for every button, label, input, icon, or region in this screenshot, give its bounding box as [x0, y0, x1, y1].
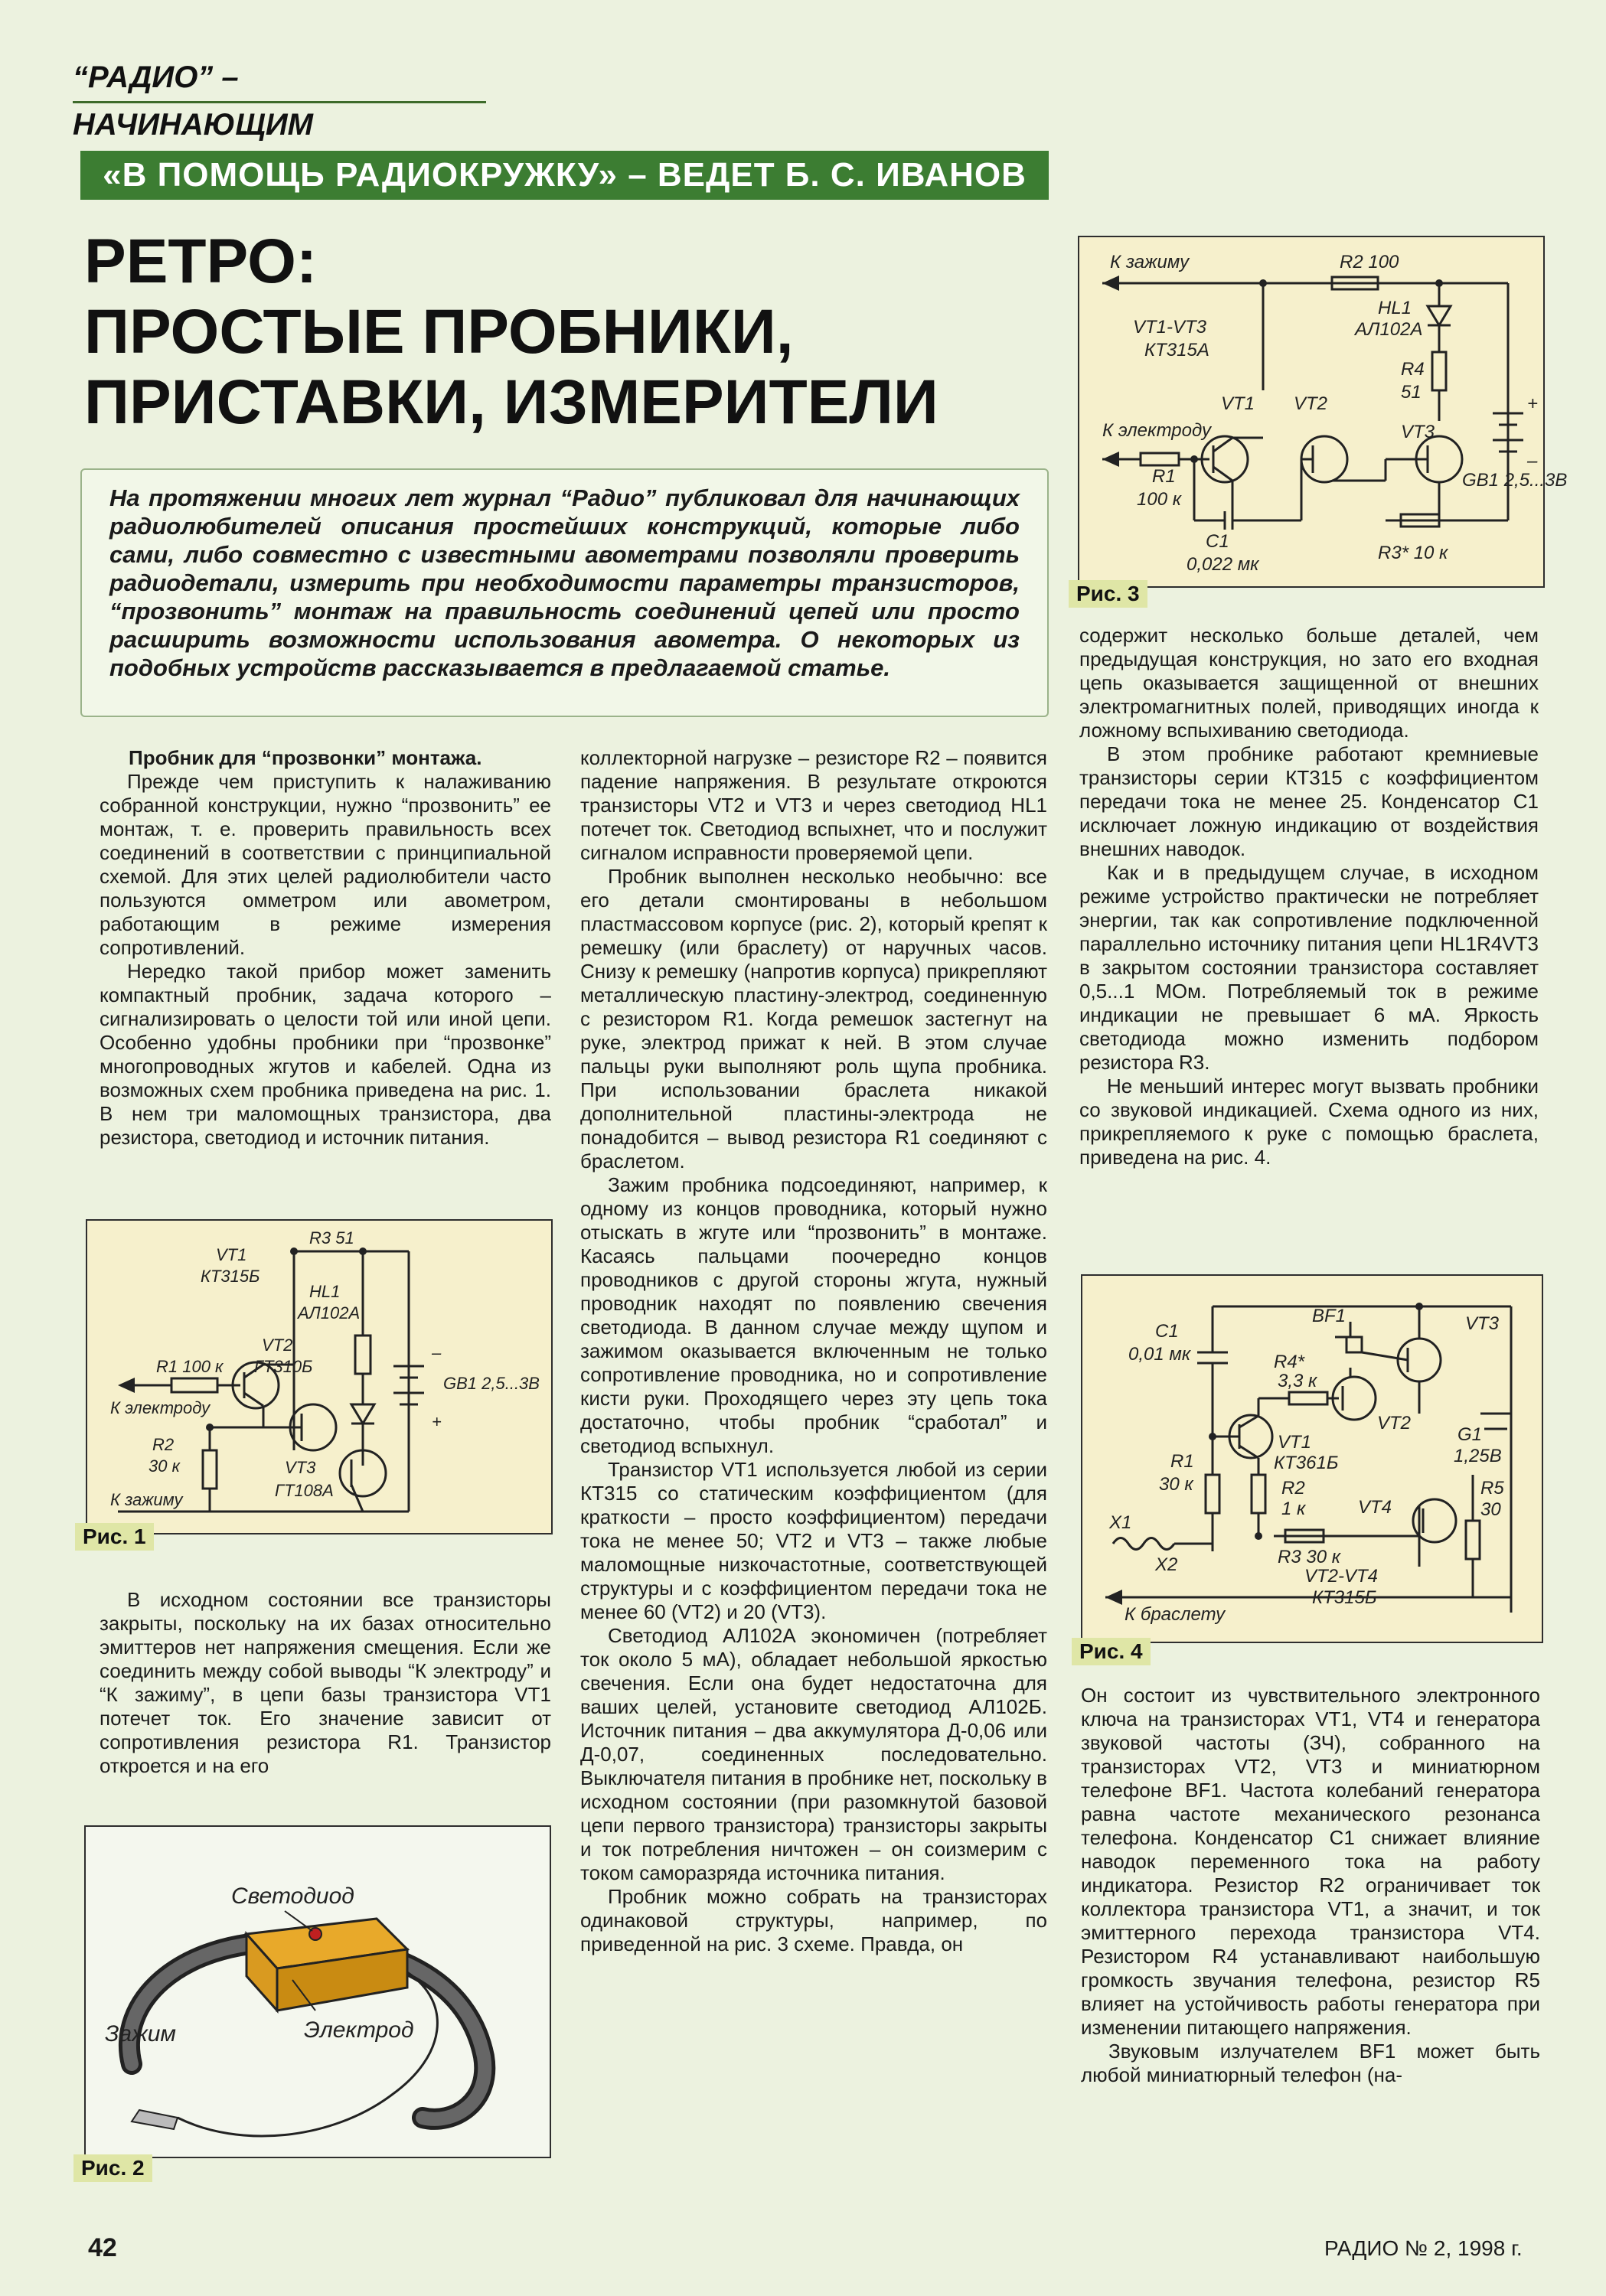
column-3-top — [1079, 624, 1539, 1169]
label-vt1: VT1 — [1278, 1432, 1312, 1453]
figure-1-label: Рис. 1 — [75, 1523, 154, 1551]
figure-4 — [1081, 1274, 1543, 1643]
label-vt2: VT2 — [1377, 1413, 1412, 1433]
label-vt3: VT3 — [1465, 1313, 1500, 1334]
label-r2: R2 100 — [1340, 252, 1399, 272]
label-gb1: GB1 2,5...3В — [1462, 470, 1568, 491]
label-r4: R4* — [1274, 1352, 1305, 1372]
title-line-2: ПРОСТЫЕ ПРОБНИКИ, — [84, 297, 794, 367]
paragraph: Светодиод АЛ102А экономичен (потребляет ток около 5 мА), обладает небольшой яркостью свечения. Если она будет недостаточна для ваших целей, установите светодиод АЛ102Б. Источник питания – два аккумулятора Д-0,06 или Д-0,07, соединенных последовательно. Выключателя питания в пробнике нет, поскольку в исходном состоянии (при разомкнутой базовой цепи первого транзистора) транзисторы закрыты и ток потребления ничтожен – он соизмерим с током саморазряда источника питания. — [580, 1624, 1047, 1884]
label-c1-value: 0,022 мк — [1187, 554, 1259, 575]
label-hl1-type: АЛ102А — [1355, 319, 1423, 340]
paragraph: коллекторной нагрузке – резисторе R2 – появится падение напряжения. В результате откроются транзисторы VT2 и VT3 и через светодиод HL1 потечет ток. Светодиод вспыхнет, что и послужит сигналом исправности проверяемой цепи. — [580, 746, 1047, 864]
label-r3: R3 30 к — [1278, 1547, 1341, 1567]
paragraph: В этом пробнике работают кремниевые транзисторы серии КТ315 с коэффициентом передачи тока не менее 25. Конденсатор С1 исключает ложную индикацию от воздействия внешних наводок. — [1079, 742, 1539, 860]
label-types: VT1-VT3 — [1133, 317, 1207, 338]
label-clamp: К зажиму — [1110, 252, 1190, 272]
column-1-top — [100, 746, 551, 1150]
figure-2 — [84, 1825, 551, 2158]
label-vt1: VT1 — [1221, 393, 1255, 414]
label-r1: R1 — [1170, 1451, 1194, 1472]
label-vt3: VT3 — [1401, 422, 1435, 442]
schematic-4 — [1082, 1276, 1542, 1642]
rubric-banner: «В ПОМОЩЬ РАДИОКРУЖКУ» – ВЕДЕТ Б. С. ИВАНОВ — [80, 151, 1049, 200]
paragraph: Звуковым излучателем BF1 может быть любой миниатюрный телефон (на- — [1081, 2040, 1540, 2086]
label-r1-value: 30 к — [1159, 1474, 1193, 1495]
label-clamp: Зажим — [105, 2021, 176, 2047]
column-3-bottom — [1081, 1684, 1540, 2087]
paragraph: Нередко такой прибор может заменить компактный пробник, задача которого – сигнализировать о целости той или иной цепи. Особенно удобны пробники при “прозвонке” многопроводных жгутов и кабелей. Одна из возможных схем пробника приведена на рис. 1. В нем три маломощных транзистора, два резистора, светодиод и источник питания. — [100, 960, 551, 1149]
label-r1-value: 100 к — [1137, 489, 1182, 510]
paragraph: В исходном состоянии все транзисторы закрыты, поскольку на их базах относительно эмиттеров нет напряжения смещения. Если же соединить между собой выводы “К электроду” и “К зажиму”, в цепи базы транзистора VT1 потечет ток. Его значение зависит от сопротивления резистора R1. Транзистор откроется и на его — [100, 1588, 551, 1777]
label-r4-value: 51 — [1401, 382, 1422, 403]
figure-3 — [1078, 236, 1568, 588]
title-line-3: ПРИСТАВКИ, ИЗМЕРИТЕЛИ — [84, 367, 938, 437]
label-plus: + — [1527, 393, 1539, 414]
label-vt2: VT2 — [262, 1336, 293, 1355]
label-vt1-type: КТ315Б — [201, 1267, 260, 1286]
label-r2: R2 — [1281, 1478, 1305, 1499]
label-r4-value: 3,3 к — [1278, 1371, 1317, 1391]
label-bf1: BF1 — [1312, 1306, 1346, 1326]
label-g1-value: 1,25В — [1454, 1446, 1502, 1466]
label-c1: C1 — [1155, 1321, 1179, 1342]
title-line-1: РЕТРО: — [84, 227, 318, 296]
probe-illustration — [86, 1827, 550, 2157]
label-r1: R1 — [1152, 466, 1176, 487]
label-c1: C1 — [1206, 531, 1229, 552]
figure-2-label: Рис. 2 — [73, 2154, 152, 2182]
paragraph: Он состоит из чувствительного электронного ключа на транзисторах VT1, VT4 и генератора звуковой частоты (ЗЧ), собранного на транзисторах VT2, VT3 и миниатюрном телефоне BF1. Частота колебаний генератора равна частоте механического резонанса телефона. Конденсатор С1 снижает влияние наводок переменного тока на работу индикатора. Резистор R2 ограничивает ток коллектора транзистора VT1, а значит, и ток эмиттерного перехода транзистора VT4. Резистором R4 устанавливают наибольшую громкость звучания телефона, резистор R5 влияет на устойчивость работы генератора при изменении питающего напряжения. — [1081, 1684, 1540, 2039]
label-gb1: GB1 2,5...3В — [443, 1374, 540, 1393]
label-vt2: VT2 — [1294, 393, 1328, 414]
paragraph: Пробник выполнен несколько необычно: все его детали смонтированы в небольшом пластмассовом корпусе (рис. 2), который крепят к ремешку (или браслету) от наручных часов. Снизу к ремешку (напротив корпуса) прикрепляют металлическую пластину-электрод, соединенную с резистором R1. Когда ремешок застегнут на руке, электрод прижат к ней. В этом случае пальцы руки выполняют роль щупа пробника. При использовании браслета никакой дополнительной пластины-электрода не понадобится – вывод резистора R1 соединяют с браслетом. — [580, 865, 1047, 1172]
column-1-bottom — [100, 1588, 551, 1778]
section-title: “РАДИО” – НАЧИНАЮЩИМ — [73, 54, 486, 103]
label-electrode: К электроду — [110, 1398, 211, 1417]
column-2 — [580, 746, 1047, 1956]
lead-paragraph: На протяжении многих лет журнал “Радио” публиковал для начинающих радиолюбителей описания простейших конструкций, которые либо сами, либо совместно с известными авометрами позволяли проверить радиодетали, измерить при необходимости параметры транзисторов, “прозвонить” монтаж на правильность соединений цепей или просто расширить возможности использования авометра. О некоторых из подобных устройств рассказывается в предлагаемой статье. — [80, 468, 1049, 717]
label-minus: – — [432, 1343, 442, 1362]
label-r1: R1 100 к — [156, 1357, 224, 1376]
label-bracelet: К браслету — [1125, 1604, 1226, 1625]
label-r3: R3 51 — [309, 1228, 354, 1247]
paragraph: Зажим пробника подсоединяют, например, к одному из концов проводника, который нужно отыскать в жгуте или “прозвонить” в монтаже. Касаясь пальцами поочередно концов проводников с другой стороны жгута, нужный проводник находят по появлению свечения светодиода. В данном случае между щупом и зажимом оказывается включенным не только сопротивление проводника, но и сопротивление кисти руки. Проходящего через эту цепь тока достаточно, чтобы пробник “сработал” и светодиод вспыхнул. — [580, 1173, 1047, 1457]
label-vt1-type: КТ361Б — [1274, 1453, 1339, 1473]
figure-3-label: Рис. 3 — [1069, 580, 1147, 608]
figure-4-label: Рис. 4 — [1072, 1638, 1151, 1665]
article-title — [84, 227, 1026, 438]
label-x2: X2 — [1155, 1554, 1178, 1575]
paragraph: Прежде чем приступить к налаживанию собранной конструкции, нужно “прозвонить” ее монтаж, т. е. проверить правильность всех соединений в соответствии с принципиальной схемой. Для этих целей радиолюбители часто пользуются омметром или авометром, работающим в режиме измерения сопротивлений. — [100, 770, 551, 959]
label-plus: + — [432, 1412, 442, 1431]
label-r3: R3* 10 к — [1378, 543, 1448, 563]
label-r5: R5 — [1480, 1478, 1504, 1499]
label-r2-value: 1 к — [1281, 1499, 1306, 1519]
label-vt3-type: ГТ108А — [275, 1481, 334, 1500]
figure-1 — [86, 1219, 553, 1534]
label-electrode: Электрод — [304, 2017, 414, 2043]
label-vt3: VT3 — [285, 1458, 316, 1477]
label-types-model: КТ315А — [1144, 340, 1209, 360]
label-r4: R4 — [1401, 359, 1425, 380]
label-hl1-type: АЛ102А — [298, 1303, 361, 1322]
paragraph: Как и в предыдущем случае, в исходном режиме устройство практически не потребляет энергии, так как сопротивление подключенной параллельно источнику питания цепи HL1R4VT3 в закрытом состоянии транзистора составляет 0,5...1 МОм. Потребляемый ток в режиме индикации не превышает 6 мА. Яркость светодиода можно изменить подбором резистора R3. — [1079, 861, 1539, 1074]
schematic-1 — [87, 1221, 551, 1533]
label-led: Светодиод — [231, 1883, 354, 1909]
paragraph: содержит несколько больше деталей, чем предыдущая конструкция, но зато его входная цепь оказывается защищенной от внешних электромагнитных полей, приводящих иногда к ложному вспыхиванию светодиода. — [1079, 624, 1539, 742]
label-r2-value: 30 к — [149, 1456, 180, 1476]
label-vt1: VT1 — [216, 1245, 247, 1264]
label-vt4: VT4 — [1358, 1497, 1392, 1518]
label-types: VT2-VT4 — [1304, 1566, 1379, 1587]
label-r2: R2 — [152, 1435, 175, 1454]
page-number: 42 — [88, 2233, 117, 2262]
label-r5-value: 30 — [1480, 1499, 1501, 1520]
label-c1-value: 0,01 мк — [1128, 1344, 1191, 1365]
label-hl1: HL1 — [1378, 298, 1412, 318]
paragraph: Пробник можно собрать на транзисторах одинаковой структуры, например, по приведенной на рис. 3 схеме. Правда, он — [580, 1885, 1047, 1955]
label-minus: – — [1527, 451, 1538, 471]
label-g1: G1 — [1457, 1424, 1483, 1445]
label-hl1: HL1 — [309, 1282, 341, 1301]
paragraph: Транзистор VT1 используется любой из серии КТ315 со статическим коэффициентом (для краткости – просто коэффициентом) передачи тока не менее 50; VT2 и VT3 – также любые маломощные низкочастотные, соответствующей структуры и с коэффициентом передачи тока не менее 60 (VT2) и 20 (VT3). — [580, 1458, 1047, 1623]
label-vt2-type: ГТ310Б — [254, 1357, 313, 1376]
label-x1: X1 — [1109, 1512, 1132, 1533]
label-clamp: К зажиму — [110, 1490, 183, 1509]
subheading: Пробник для “прозвонки” монтажа. — [129, 746, 482, 769]
issue-info: РАДИО № 2, 1998 г. — [1324, 2236, 1523, 2260]
label-types-model: КТ315Б — [1312, 1587, 1377, 1608]
paragraph: Не меньший интерес могут вызвать пробники со звуковой индикацией. Схема одного из них, прикрепляемого к руке с помощью браслета, приведена на рис. 4. — [1079, 1075, 1539, 1169]
label-electrode: К электроду — [1102, 420, 1211, 441]
schematic-3 — [1079, 237, 1568, 586]
